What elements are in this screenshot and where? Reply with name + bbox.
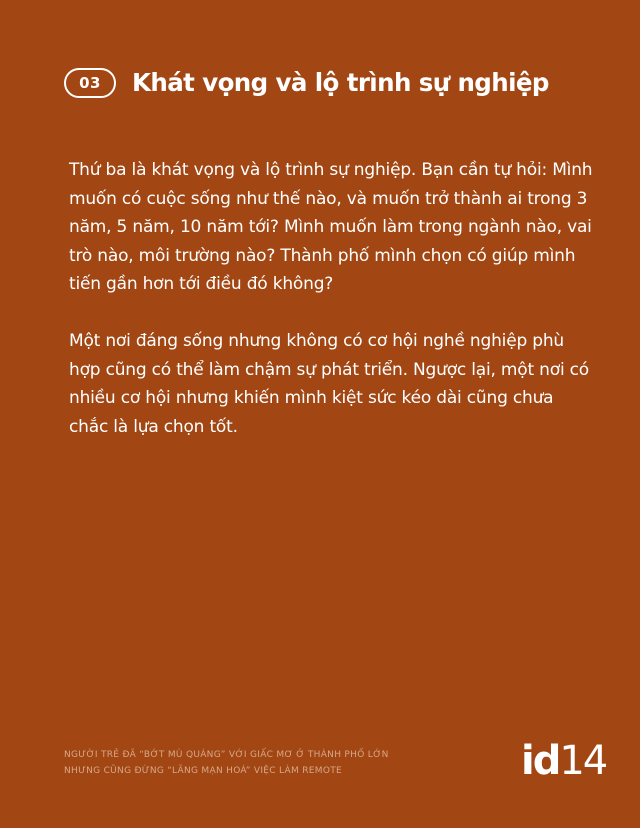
- article-body: [69, 156, 597, 470]
- brand-logo: [521, 740, 606, 782]
- footer-line: NHƯNG CŨNG ĐỪNG “LÃNG MẠN HOÁ” VIỆC LÀM REMOTE: [64, 766, 343, 776]
- footer-line: NGƯỜI TRẺ ĐÃ “BỚT MÙ QUÁNG” VỚI GIẤC MƠ Ở THÀNH PHỐ LỚN: [64, 750, 389, 760]
- section-title: Khát vọng và lộ trình sự nghiệp: [132, 68, 549, 97]
- footer-caption: [64, 747, 389, 779]
- section-number-badge: 03: [64, 68, 116, 98]
- section-header: [64, 66, 549, 100]
- logo-number-text: 14: [559, 738, 607, 784]
- body-paragraph: Thứ ba là khát vọng và lộ trình sự nghiệp. Bạn cần tự hỏi: Mình muốn có cuộc sống như thế nào, và muốn trở thành ai trong 3 năm, 5 năm, 10 năm tới? Mình muốn làm trong ngành nào, vai trò nào, môi trường nào? Thành phố mình chọn có giúp mình tiến gần hơn tới điều đó không?: [69, 160, 593, 294]
- logo-id-text: id: [521, 738, 560, 784]
- body-paragraph: Một nơi đáng sống nhưng không có cơ hội nghề nghiệp phù hợp cũng có thể làm chậm sự phát triển. Ngược lại, một nơi có nhiều cơ hội nhưng khiến mình kiệt sức kéo dài cũng chưa chắc là lựa chọn tốt.: [69, 331, 590, 437]
